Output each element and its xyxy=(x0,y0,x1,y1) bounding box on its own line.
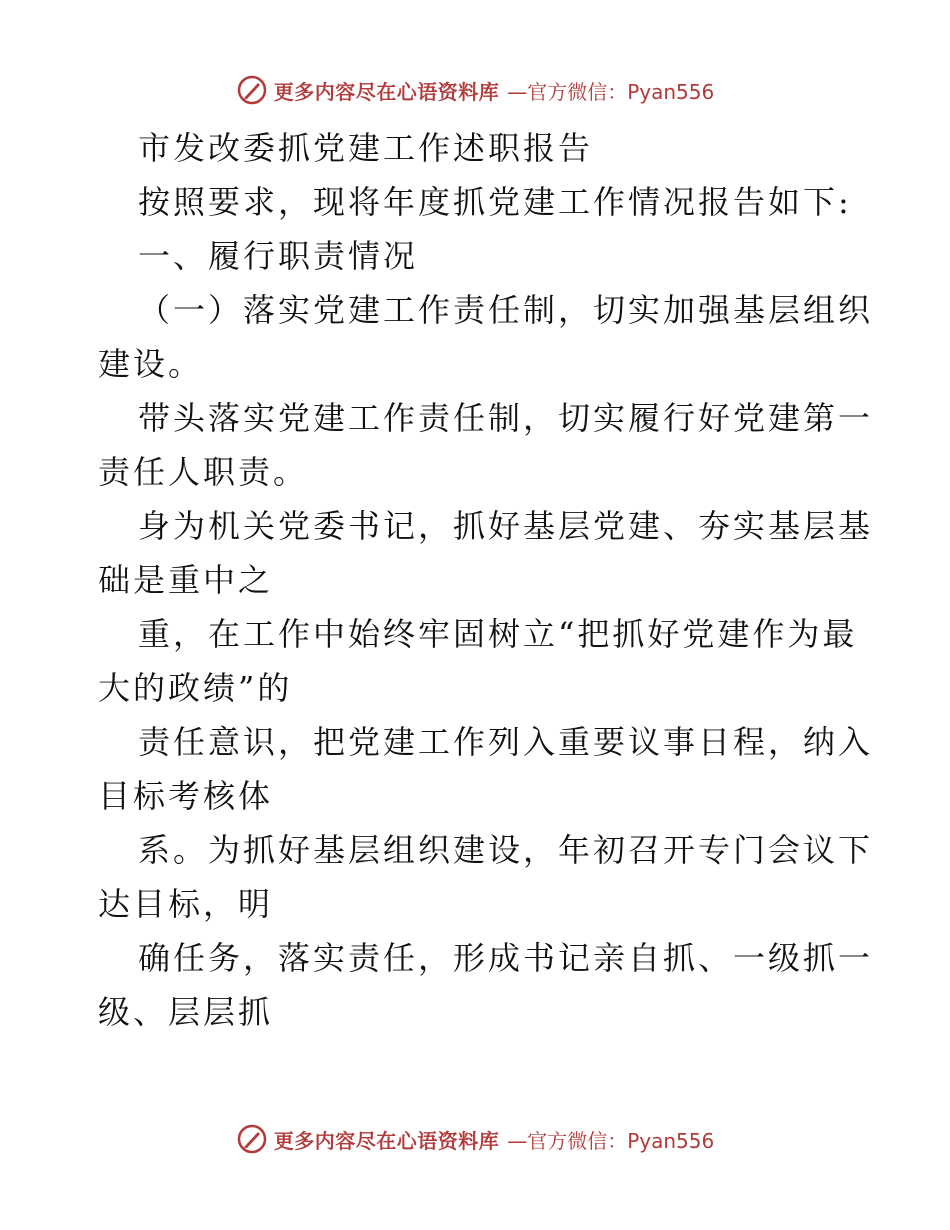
paragraph-line: 重，在工作中始终牢固树立“把抓好党建作为最 xyxy=(138,615,858,653)
paragraph-line: 责任意识，把党建工作列入重要议事日程，纳入 xyxy=(138,723,874,761)
paragraph-line: 大的政绩”的 xyxy=(98,669,293,707)
watermark-wechat-text: —官方微信：Pyan556 xyxy=(507,79,715,104)
paragraph-line: 身为机关党委书记，抓好基层党建、夯实基层基 xyxy=(138,507,874,545)
paragraph-line: 带头落实党建工作责任制，切实履行好党建第一 xyxy=(138,399,874,437)
paragraph-line: 系。为抓好基层组织建设，年初召开专门会议下 xyxy=(138,831,874,869)
watermark-brand-text: 更多内容尽在心语资料库 xyxy=(273,79,500,104)
paragraph-line: 按照要求，现将年度抓党建工作情况报告如下: xyxy=(138,183,852,221)
quill-pen-logo-icon xyxy=(236,1123,268,1155)
paragraph-line: 础是重中之 xyxy=(98,561,274,599)
paragraph-line: 建设。 xyxy=(98,345,204,383)
paragraph-line: 达目标，明 xyxy=(98,885,274,923)
paragraph-line: 确任务，落实责任，形成书记亲自抓、一级抓一 xyxy=(138,939,874,977)
subsection-heading: （一）落实党建工作责任制，切实加强基层组织 xyxy=(138,291,874,329)
footer-watermark xyxy=(0,1119,950,1159)
paragraph-line: 目标考核体 xyxy=(98,777,274,815)
paragraph-line: 级、层层抓 xyxy=(98,993,274,1031)
header-watermark xyxy=(0,70,950,110)
watermark-brand-text: 更多内容尽在心语资料库 xyxy=(273,1128,500,1153)
section-heading: 一、履行职责情况 xyxy=(138,237,419,275)
document-title: 市发改委抓党建工作述职报告 xyxy=(138,129,594,167)
document-body xyxy=(98,121,874,1039)
quill-pen-logo-icon xyxy=(236,74,268,106)
paragraph-line: 责任人职责。 xyxy=(98,453,309,491)
watermark-wechat-text: —官方微信：Pyan556 xyxy=(507,1128,715,1153)
